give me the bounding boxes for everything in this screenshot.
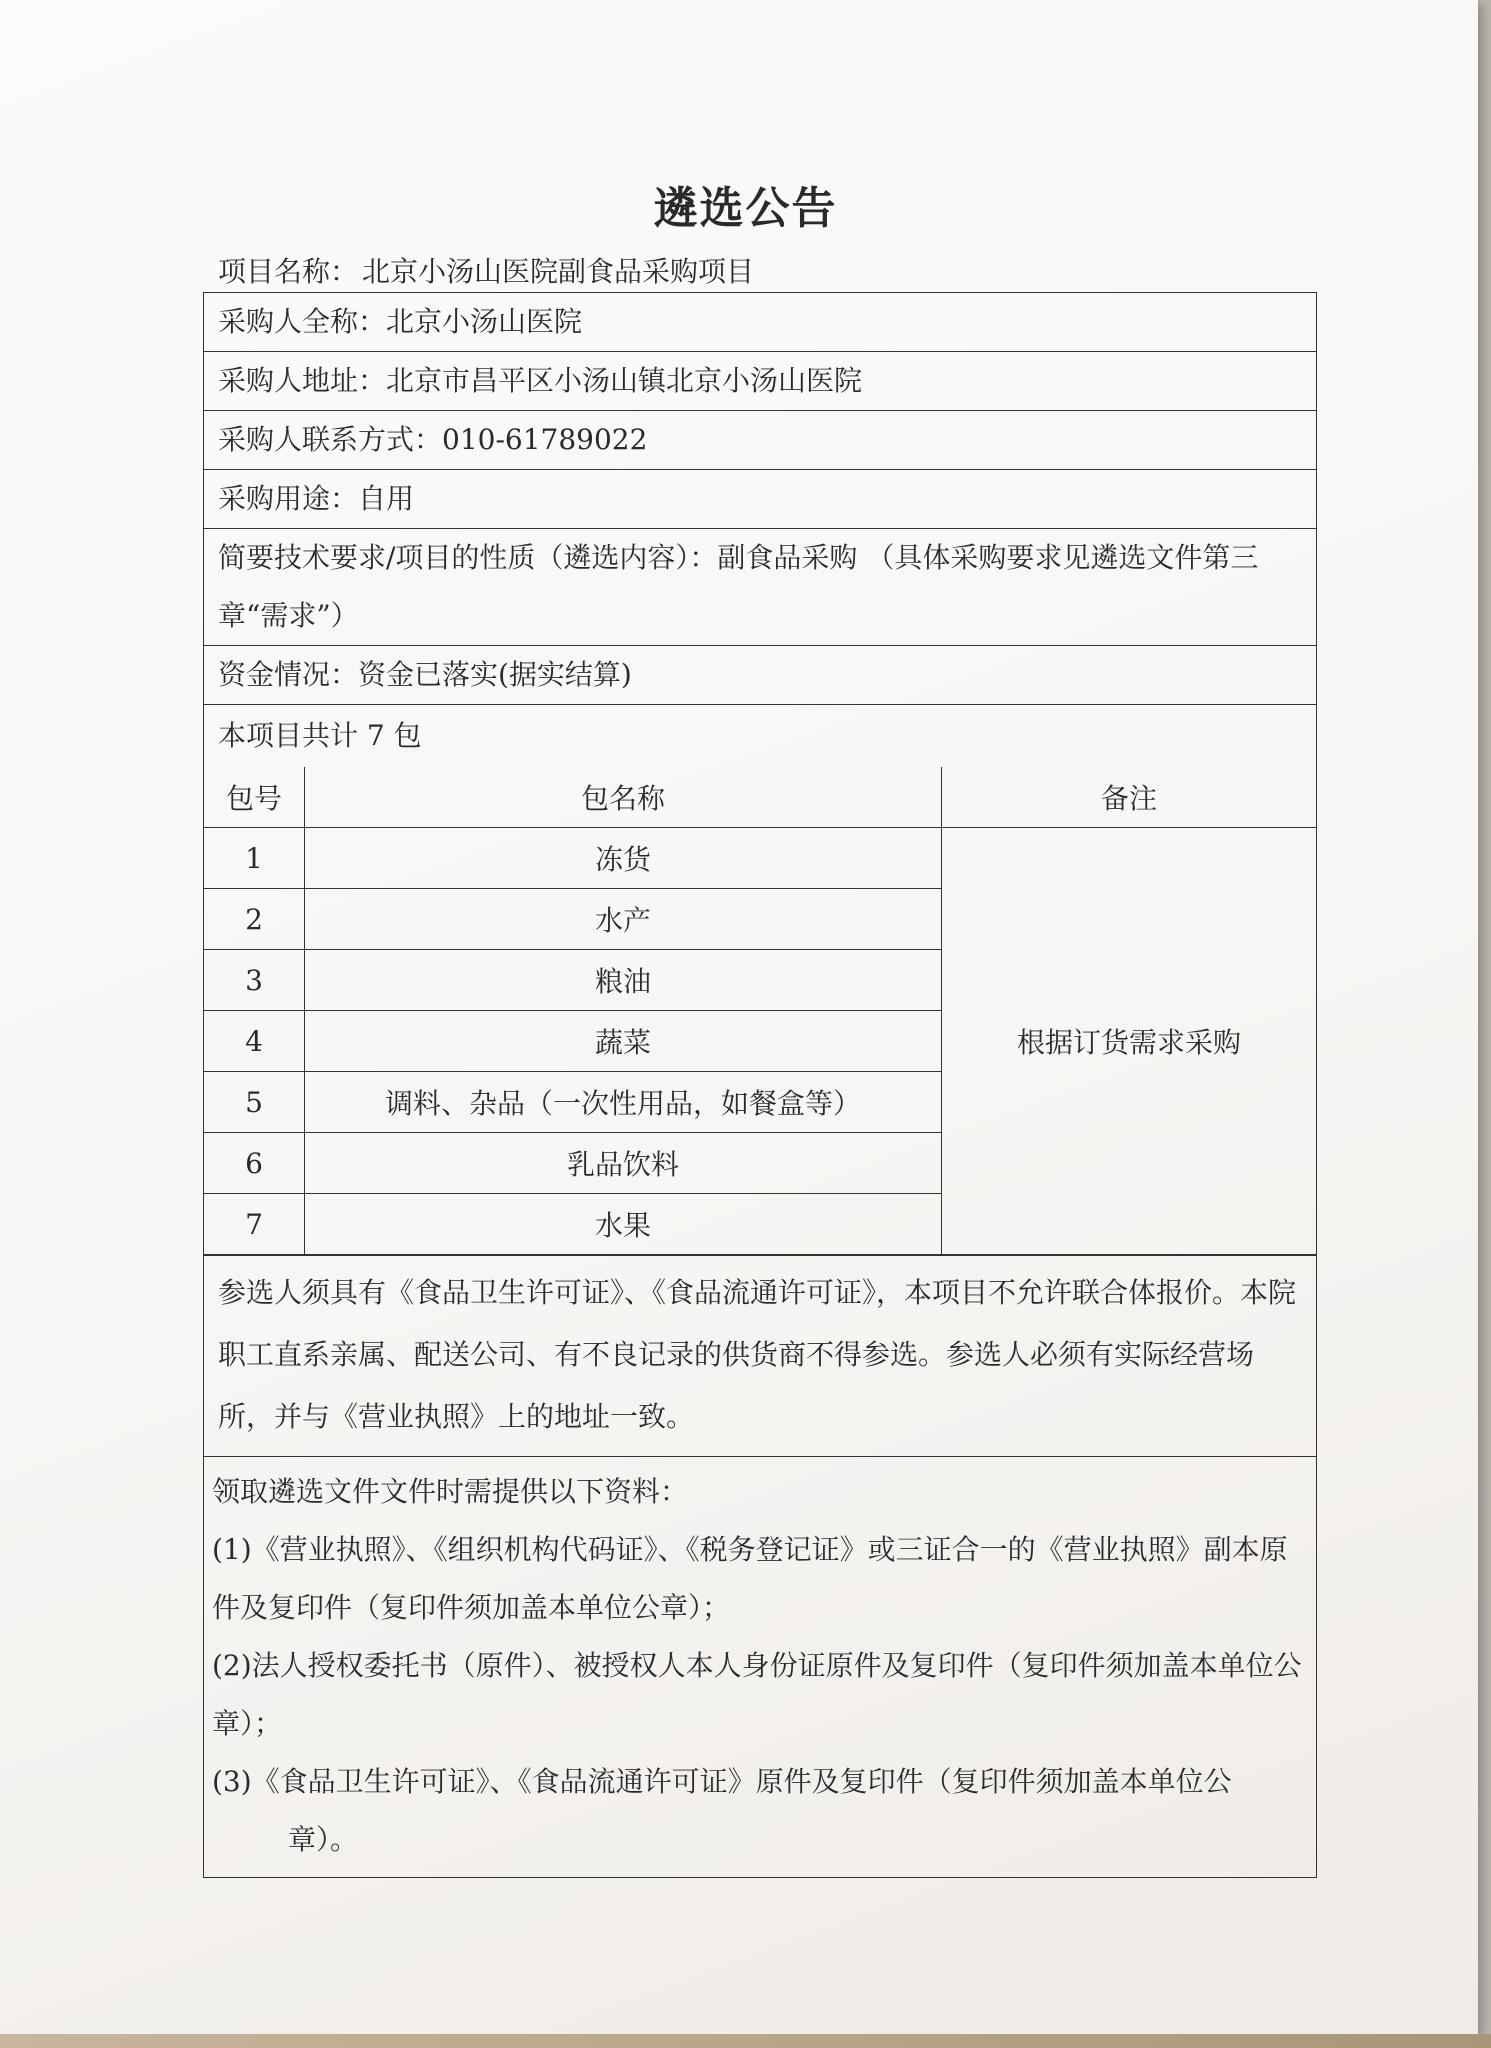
table-surface-edge [0, 2034, 1491, 2048]
required-documents [204, 1456, 1316, 1877]
package-name: 水产 [305, 889, 942, 950]
purchase-purpose-row: 采购用途：自用 [204, 470, 1316, 529]
documents-intro: 领取遴选文件文件时需提供以下资料： [212, 1475, 689, 1508]
package-no: 7 [204, 1194, 305, 1255]
table-header-row [204, 767, 1316, 828]
announcement-form [203, 292, 1317, 1878]
package-no: 1 [204, 828, 305, 889]
package-no: 4 [204, 1011, 305, 1072]
package-no: 2 [204, 889, 305, 950]
remark-cell: 根据订货需求采购 [942, 828, 1317, 1255]
purchaser-contact-row: 采购人联系方式：010-61789022 [204, 411, 1316, 470]
package-no: 6 [204, 1133, 305, 1194]
package-no: 5 [204, 1072, 305, 1133]
header-package-name: 包名称 [305, 767, 942, 828]
purchaser-address-row: 采购人地址：北京市昌平区小汤山镇北京小汤山医院 [204, 352, 1316, 411]
package-name: 乳品饮料 [305, 1133, 942, 1194]
header-remark: 备注 [942, 767, 1317, 828]
eligibility-requirements: 参选人须具有《食品卫生许可证》、《食品流通许可证》，本项目不允许联合体报价。本院职工直系亲属、配送公司、有不良记录的供货商不得参选。参选人必须有实际经营场所，并与《营业执照》上的地址一致。 [204, 1255, 1316, 1456]
technical-requirements-row: 简要技术要求/项目的性质（遴选内容）：副食品采购 （具体采购要求见遴选文件第三章“需求”） [204, 529, 1316, 646]
project-name-label: 项目名称： [218, 255, 359, 288]
package-count-row: 本项目共计 7 包 [218, 719, 422, 752]
funding-row: 资金情况：资金已落实(据实结算) [204, 646, 1316, 705]
package-name: 调料、杂品（一次性用品，如餐盒等） [305, 1072, 942, 1133]
package-name: 水果 [305, 1194, 942, 1255]
package-no: 3 [204, 950, 305, 1011]
page-title: 遴选公告 [653, 183, 838, 234]
purchaser-name-row: 采购人全称：北京小汤山医院 [204, 293, 1316, 352]
document-item: (2)法人授权委托书（原件）、被授权人本人身份证原件及复印件（复印件须加盖本单位公章）； [212, 1649, 1302, 1740]
project-name-value: 北京小汤山医院副食品采购项目 [362, 255, 755, 288]
header-package-no: 包号 [204, 767, 305, 828]
document-item: (1)《营业执照》、《组织机构代码证》、《税务登记证》或三证合一的《营业执照》副本原件及复印件（复印件须加盖本单位公章）； [212, 1533, 1288, 1624]
document-item: (3)《食品卫生许可证》、《食品流通许可证》原件及复印件（复印件须加盖本单位公 [212, 1765, 1232, 1798]
package-name: 冻货 [305, 828, 942, 889]
document-item-continuation: 章）。 [288, 1823, 359, 1856]
package-name: 粮油 [305, 950, 942, 1011]
package-table [204, 767, 1316, 1255]
project-name-line [218, 250, 754, 290]
table-row [204, 828, 1316, 889]
package-name: 蔬菜 [305, 1011, 942, 1072]
